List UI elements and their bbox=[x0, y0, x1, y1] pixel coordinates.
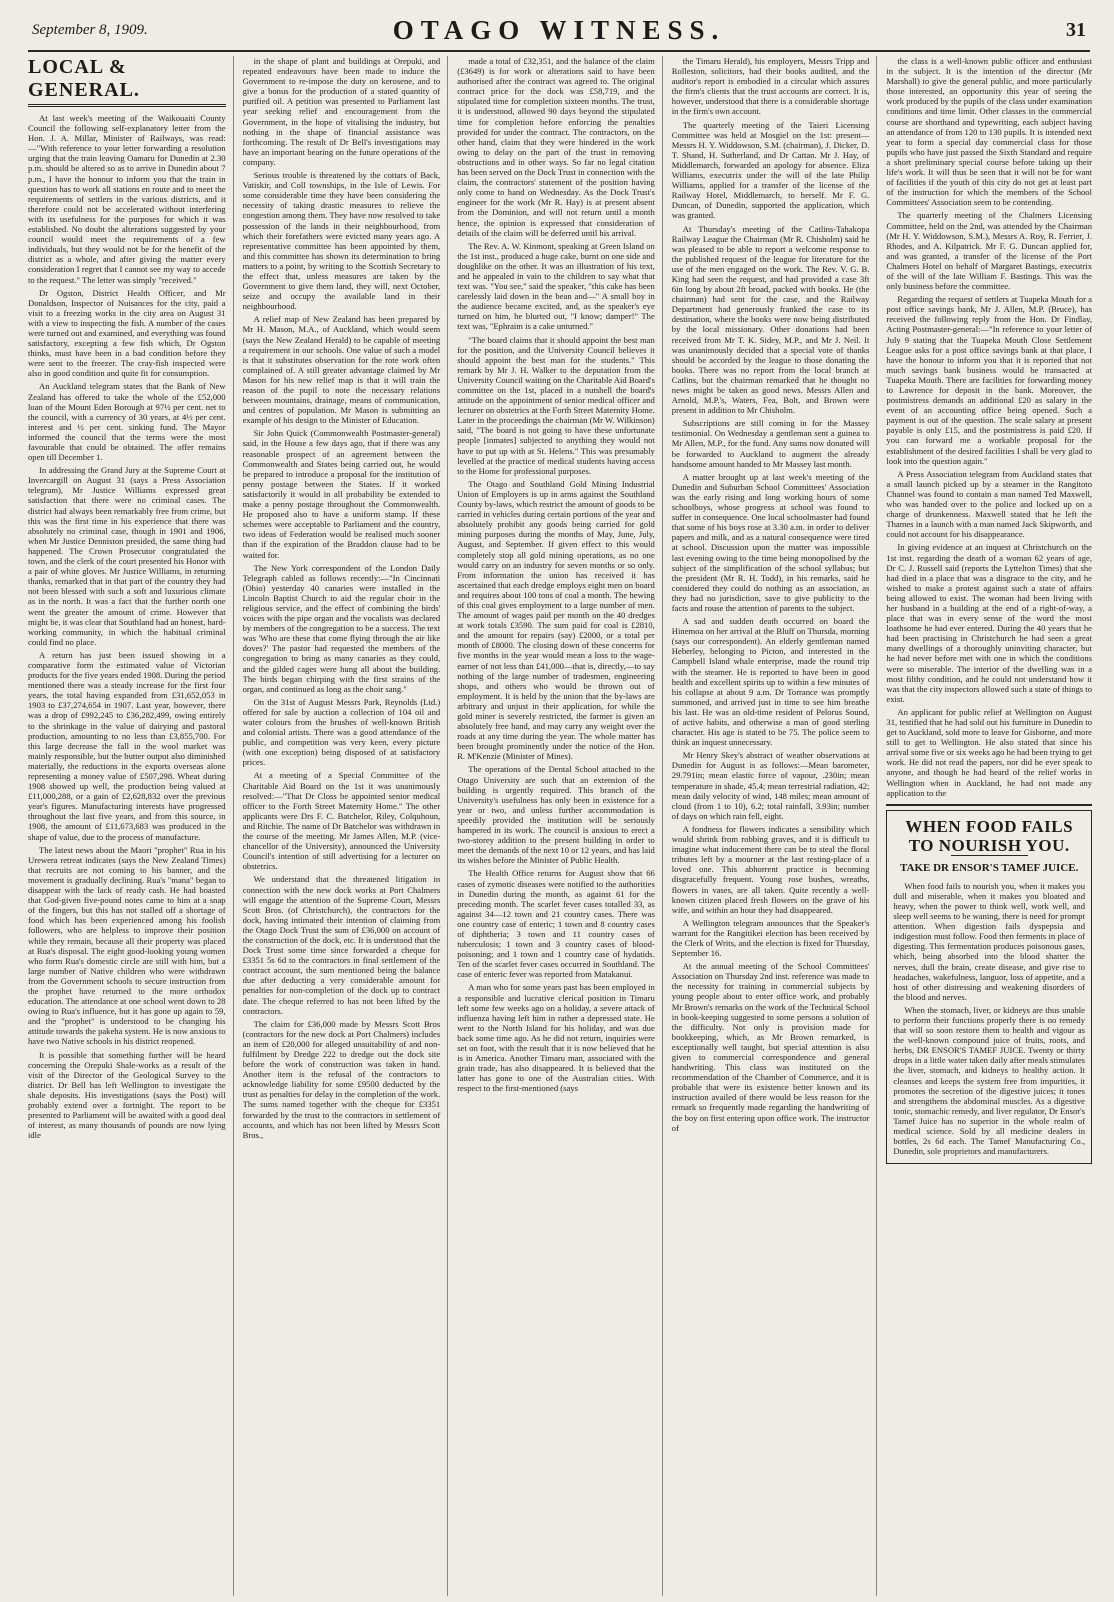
page-number: 31 bbox=[1065, 18, 1086, 41]
news-paragraph: the Timaru Herald), his employers, Messrs Tripp and Rolleston, solicitors, had their books audited, and the auditor's report is embodied in a circular which assures the firm's clients that the trust accounts are correct. It is, however, understood that there is a considerable shortage in the firm's own account. bbox=[671, 56, 870, 117]
news-paragraph: On the 31st of August Messrs Park, Reynolds (Ltd.) offered for sale by auction a collection of 104 oil and water colours from the brushes of well-known British and colonial artists. There was a good attendance of the public, and competition was very keen, every picture (with one exception) being disposed of at satisfactory prices. bbox=[242, 696, 441, 768]
news-paragraph: At last week's meeting of the Waikouaiti County Council the following self-explanatory letter from the Hon. J. A. Millar, Minister of Railways, was read:—"With reference to your letter forwarding a resolution urging that the train leaving Oamaru for Dunedin at 2.30 p.m. should be altered so as to arrive in Dunedin about 7 p.m., I have the honour to inform you that the train in question has to work all stations en route and to meet the requirements of settlers in the various districts, and it therefore could not be accelerated without interfering with its usefulness for the purposes for which it was established. No doubt the alterations suggested by your council would meet the requirements of a few individuals, but they would not be for the benefit of the district as a whole, and after giving the matter every consideration I regret that I cannot see my way to accede to the request." The letter was simply "received." bbox=[28, 113, 226, 285]
news-paragraph: At a meeting of a Special Committee of the Charitable Aid Board on the 1st it was unanimously resolved:—"That Dr Closs be appointed senior medical officer to the Forth Street Maternity Home." The other applicants were Drs F. C. Batchelor, Riley, Colquhoun, and Ritchie. The name of Dr Batchelor was withdrawn in the course of the meeting. Mr James Allen, M.P. (vice-chancellor of the University), announced the University Council's intention of still advertising for a lecturer on obstetrics. bbox=[242, 770, 441, 872]
news-paragraph: We understand that the threatened litigation in connection with the new dock works at Port Chalmers will engage the attention of the Supreme Court, Messrs Scott Bros. (of Christchurch), the contractors for the dock, having intimated their intention of claiming from the Otago Dock Trust the sum of £36,000 on account of the construction of the dock, etc. It is understood that the Dock Trust some time since forwarded a cheque for £3351 5s 6d to the contractors in final settlement of the contract account, the sum mentioned being the balance due after deducting a very considerable amount for penalties for non-completion of the dock up to contract date. The cheque referred to has not been lifted by the contractors. bbox=[242, 874, 441, 1016]
news-paragraph: Sir John Quick (Commonwealth Postmaster-general) said, in the House a few days ago, that if there was any reasonable prospect of an agreement between the Commonwealth and States being carried out, he would be prepared to introduce a proposal for the institution of penny postage between the States. If it worked satisfactorily it would in all probability be extended to make a penny postage throughout the Commonwealth. He proposed also to have a uniform stamp. If these schemes were acceptable to Parliament and the country, two ideas of Federation would be realised much sooner than if the expiration of the Braddon clause had to be waited for. bbox=[242, 428, 441, 560]
news-paragraph: Regarding the request of settlers at Tuapeka Mouth for a post office savings bank, Mr J. Allen, M.P. (Bruce), has received the following reply from the Hon. Dr Findlay, Acting Postmaster-general:—"In reference to your letter of July 9 stating that the Tuapeka Mouth Close Settlement League asks for a post office savings bank at that place, I have the honour to inform you that it is reported that not much savings bank business would be transacted at Tuapeka Mouth. There are facilities for forwarding money to Lawrence for deposit in the bank. Moreover, the postmistress demands an additional £20 as salary in the event of an accounting office being opened. Such a payment is out of the question. The scale salary at present payable is only £15, and the postmistress is paid £20. If you can forward me a workable proposal for the establishment of the desired facilities I shall be very glad to look into the question again." bbox=[886, 294, 1092, 466]
news-paragraph: Dr Ogston, District Health Officer, and Mr Donaldson, Inspector of Nuisances for the city, paid a visit to a freezing works in the city area on August 31 with a view to inspecting the fish. A number of the cases were turned out and examined, and everything was found satisfactory, excepting a few fish which, Dr Ogston thinks, must have been in a bad condition before they were sent to the freezer. The cray-fish inspected were also in good condition and quite fit for consumption. bbox=[28, 287, 226, 379]
advert-divider bbox=[886, 804, 1092, 806]
news-paragraph: The quarterly meeting of the Chalmers Licensing Committee, held on the 2nd, was attended by the Chairman (Mr H. Y. Widdowson, S.M.), Messrs A. Roy, R. Ferrier, J. Rhodes, and A. Kilpatrick. Mr F. G. Duncan applied for, and was granted, a transfer of the license of the Port Chalmers Hotel on behalf of Margaret Bastings, executrix of the will of the late William F. Bastings. This was the only business before the committee. bbox=[886, 210, 1092, 292]
advert-subhead: TAKE DR ENSOR'S TAMEF JUICE. bbox=[900, 861, 1079, 874]
advert-paragraph: When the stomach, liver, or kidneys are thus unable to perform their functions properly there is no remedy that will so soon restore them to health and vigour as the well-known compound juice of fruits, roots, and herbs, DR ENSOR'S TAMEF JUICE. Twenty or thirty drops in a little water taken daily after meals stimulates the liver, stomach, and kidneys to healthy action. It cleanses and keeps the system free from impurities, it promotes the secretion of the digestive juices; it tones and strengthens the abdominal muscles. As a digestive tonic, stomachic remedy, and liver regulator, Dr Ensor's Tamef Juice has no superior in the whole realm of medical science. Sold by all medicine dealers in bottles, 2s 6d each. The Tamef Manufacturing Co., Dunedin, sole proprietors and manufacturers. bbox=[893, 1004, 1085, 1157]
news-paragraph: An applicant for public relief at Wellington on August 31, testified that he had sold out his furniture in Dunedin to get to Auckland, sold more to leave for Gisborne, and more still to get to Wellington. He also stated that since his arrival some five or six weeks ago he had been trying to get work. He did not read the papers, nor did he ever speak to anyone, and though he had heard of the relief works in Wellington when in Auckland, he had not made any application to the bbox=[886, 706, 1092, 798]
news-paragraph: the class is a well-known public officer and enthusiast in the subject. It is the intention of the director (Mr Marshall) to give the general public, and more particularly those interested, an opportunity this year of seeing the work produced by the pupils of the class under examination conditions and time limit. Other classes in the commercial course are shorthand and typewriting, each subject having an attendance of from 120 to 130 pupils. It is intended next year to form a special day commercial class for those pupils who have just passed the Sixth Standard and require a short preliminary special course before taking up their life's work. It will thus be seen that it will not be for want of facilities if the youth of this city do not get at least part of the instruction for which the members of the School Committees' Association seem to be contending. bbox=[886, 56, 1092, 208]
news-paragraph: A relief map of New Zealand has been prepared by Mr H. Mason, M.A., of Auckland, which would seem (says the New Zealand Herald) to be capable of meeting a requirement in our schools. One value of such a model is that it substitutes observation for the rote work often complained of. A still greater advantage claimed by Mr Mason for his new relief map is that it will train the reason of the pupil to note the necessary relations between mountains, drainage, means of communication, and centres of population. Mr Mason is submitting an example of his design to the Minister of Education. bbox=[242, 314, 441, 426]
news-paragraph: A return has just been issued showing in a comparative form the estimated value of Victorian products for the five years ended 1908. During the period mentioned there was a steady increase for the first four years, the total having expanded from £31,652,053 in 1903 to £37,274,654 in 1907. Last year, however, there was a drop of £992,245 to £36,282,499, owing entirely to the shrinkage in the value of dairying and pastoral production, amounting to no less than £3,855,700. For this large decrease the fall in the wool market was mainly responsible, but the butter output also diminished materially, the reductions in the exports overseas alone representing a money value of £507,298. Wheat during 1908 showed up well, the production being valued at £11,000,288, or a gain of £2,628,832 over the previous year's figures. Manufacturing interests have progressed throughout the last five years, and from this source, in 1908, the amount of £11,673,683 was produced in the shape of value, due to the process of manufacture. bbox=[28, 649, 226, 842]
news-paragraph: A Press Association telegram from Auckland states that a small launch picked up by a steamer in the Rangitoto Channel was found to contain a man named Ted Maxwell, who was handed over to the police and locked up on a charge of drunkenness. Maxwell stated that he left the Thames in a launch with a man named Jack Skipworth, and could not account for his disappearance. bbox=[886, 468, 1092, 540]
news-paragraph: A sad and sudden death occurred on board the Hinemoa on her arrival at the Bluff on Thursda, morning (says our correspondent). An elderly gentleman named Heberley, belonging to Picton, and interested in the Campbell Island whale enterprise, made the round trip with the steamer. He is reported to have been in good health and excellent spirits up to within a few minutes of his collapse at about 9 a.m. Dr Torrance was promptly summoned, and arrived just in time to see him breathe his last. He was an old-time resident of Pelorus Sound, of active habits, and otherwise a man of good sterling character. His age is stated to be 75. The police seem to think an inquest unnecessary. bbox=[671, 616, 870, 748]
section-heading: LOCAL & GENERAL. bbox=[28, 56, 226, 107]
news-paragraph: in the shape of plant and buildings at Orepuki, and repeated endeavours have been made to induce the Government to re-impose the duty on kerosene, and to give a bonus for the production of a stated quantity of purified oil. A petition was presented to Parliament last year seeking relief and encouragement from the Government, in the hope of vitalising the industry, but nothing in the shape of financial assistance was forthcoming. The result of Dr Bell's investigations may have an important bearing on the future operations of the company. bbox=[242, 56, 441, 167]
news-paragraph: "The board claims that it should appoint the best man for the position, and the University Council believes it should appoint the best man for the students." This remark by Mr J. H. Walker to the deputation from the University Council waiting on the Charitable Aid Board's committee on the 1st, placed in a nutshell the board's attitude on the appointment of senior medical officer and lecturer on obstetrics at the Forth Street Maternity Home. Later in the proceedings the chairman (Mr W. Wilkinson) said, "The board is not going to have these unfortunate people [inmates] subjected to anything they would not have to put up with at St. Helens." This was presumably levelled at the practice of medical students having access to the Home for professional purposes. bbox=[457, 334, 655, 476]
news-paragraph: Subscriptions are still coming in for the Massey testimonial. On Wednesday a gentleman sent a guinea to Mr Allen, M.P., for the fund. Any sums now donated will be forwarded to Auckland to augment the already handsome amount handed to Mr Massey last month. bbox=[671, 418, 870, 469]
news-paragraph: An Auckland telegram states that the Bank of New Zealand has offered to take the whole of the £52,000 loan of the Mount Eden Borough at 97½ per cent. net to the council, with a currency of 30 years, at 4½ per cent. interest and ½ per cent. sinking fund. The Mayor informed the council that the terms were the most favourable that could be obtained. The offer remains open till December 1. bbox=[28, 381, 226, 463]
news-paragraph: A matter brought up at last week's meeting of the Dunedin and Suburban School Committees' Association was the early rising and long working hours of some schoolboys, whose progress at school was found to suffer in consequence. One local schoolmaster had found that some of his boys rose at 3.30 a.m. in order to deliver papers and milk, and as a natural consequence were tired at school. Discussion upon the matter was impossible last evening owing to the time being monopolised by the subject of the simplification of the school syllabus; but the president (Mr R. H. Todd), in his remarks, said he considered they could do nothing as an association, as they had no jurisdiction, save to give publicity to the facts and rouse the attention of parents to the subject. bbox=[671, 471, 870, 613]
news-paragraph: The Health Office returns for August show that 66 cases of zymotic diseases were notified to the authorities in Dunedin during the month, as against 61 for the preceding month. The scarlet fever cases totalled 33, as against 34—12 town and 21 country cases. There was one country case of enteric; 1 town and 8 country cases of diphtheria; 3 town and 11 country cases of tuberculosis; 1 town and 3 country cases of blood-poisoning; and 1 town and 1 country case of hydatids. Ten of the scarlet fever cases occurred in Southland. The case of enteric fever was reported from Matakanui. bbox=[457, 868, 655, 980]
news-paragraph: It is possible that something further will be heard concerning the Orepuki Shale-works as a result of the visit of the Director of the Geological Survey to the district. Dr Bell has left Wellington to investigate the shale deposits. His investigations (says the Post) will probably extend over a fortnight. The report to be presented to Parliament will be awaited with a good deal of interest, as many thousands of pounds are now lying idle bbox=[28, 1049, 226, 1141]
advert-headline: WHEN FOOD FAILS TO NOURISH YOU. bbox=[905, 816, 1074, 855]
news-paragraph: At Thursday's meeting of the Catlins-Tahakopa Railway League the Chairman (Mr R. Chisholm) said he was pleased to be able to report a welcome response to the published request of the league for literature for the use of the men engaged on the work. The Rev. V. G. B. King had seen the request, and had provided a case 3ft 6in long by about 2ft broad, packed with books. He (the chairman) had sent for the case, and the Railway Department had generously franked the case to its destination, where the books were now being distributed by the local missionary. Other donations had been received from Mr T. K. Sidey, M.P., and Mr J. Neil. It was unanimously decided that a special vote of thanks should be accorded by the league to those donating the books. There was no report from the local branch at Catlins, but the chairman remarked that he thought no news might be taken as good news. Messrs Allen and Arnold, M.P.'s, Waters, Fea, Bolt, and Brown were present in addition to Mr Chisholm. bbox=[671, 223, 870, 416]
news-paragraph: The latest news about the Maori "prophet" Rua in his Urewera retreat indicates (says the New Zealand Times) that recruits are not coming to his banner, and the movement is gradually declining. Rua's "mana" began to disappear with the lack of ready cash. He had boasted that God-given five-pound notes came to him at a snap of the fingers, but this has not stalled off a shortage of food which has been experienced among his foolish followers, who are helpless to improve their position while they remain, because all their property was placed at Rua's disposal. The eight good-looking young women who form Rua's domestic circle are still with him, but a large number of Native children who were withdrawn from the Government schools to secure instruction from the prophet have returned to the more orthodox education. The attendance at one school went down to 28 owing to Rua's influence, but it has gone up again to 59, and the "prophet" is understood to be changing his attitude towards the pakeha system. He is now anxious to have two Native schools in his district reopened. bbox=[28, 844, 226, 1047]
advert-rule bbox=[951, 855, 1028, 856]
masthead bbox=[28, 10, 1090, 52]
column-5 bbox=[886, 56, 1092, 1596]
news-paragraph: made a total of £32,351, and the balance of the claim (£3649) is for work or alterations said to have been authorised after the contract was agreed to. The original contract price for the dock was £58,719, and the stipulated time for completion sixteen months. The trust, it is understood, allowed 90 days beyond the stipulated time for completion before enforcing the penalties provided for under the contract. The contractors, on the other hand, claim that they were hindered in the work owing to delay on the part of the trust in removing obstructions and in other ways. So far no legal citation has been served on the Dock Trust in connection with the claim, the contractors' statement of the position having only come to hand on Wednesday. As the Dock Trust's engineer for the work (Mr R. Hay) is at present absent from the Dominion, and will not return until a month hence, the opinion is expressed that consideration of details of the claim will be deferred until his arrival. bbox=[457, 56, 655, 238]
column-1 bbox=[28, 56, 234, 1596]
news-paragraph: A Wellington telegram announces that the Speaker's warrant for the Rangitikei election has been received by the Clerk of Writs, and the election is fixed for Thursday, September 16. bbox=[671, 917, 870, 959]
news-paragraph: In giving evidence at an inquest at Christchurch on the 1st inst. regarding the death of a woman 62 years of age, Dr C. J. Russell said (reports the Lyttelton Times) that she had died in a place that was a disgrace to the city, and he wished to make a protest against such a state of affairs being allowed to exist. The woman had been living with her husband in a building at the end of a right-of-way, a place that was in every sense of the word the most loathsome he had ever entered. During the 40 years that he had been practising in Christchurch he had seen a great many dwellings of a thoroughly uninviting character, but he had never before met with one in which the conditions were so miserable. The interior of the dwelling was in a most filthy condition, and he could not understand how it was that the city inspectors allowed such a state of things to exist. bbox=[886, 542, 1092, 704]
column-2 bbox=[243, 56, 449, 1596]
column-3 bbox=[457, 56, 663, 1596]
advert-paragraph: When food fails to nourish you, when it makes you dull and miserable, when it makes you bloated and heavy, when the power to think well, work well, and sleep well seems to be waning, there is need for prompt attention. When digestion fails dyspepsia and indigestion must follow. Food then ferments in place of digesting. This fermentation produces poisonous gases, which, being absorbed into the blood shatter the nerves, dull the brain, create disease, and give rise to headaches, wakefulness, languor, loss of appetite, and a host of other distressing and weakening disorders of the blood and nerves. bbox=[893, 880, 1085, 1002]
news-paragraph: Mr Henry Skey's abstract of weather observations at Dunedin for August is as follows:—Mean barometer, 29.791in; mean elastic force of vapour, .230in; mean temperature in shade, 45.4; mean terrestrial radiation, 42; mean daily velocity of wind, 148 miles; mean amount of cloud (from 1 to 10), 6.2; total rainfall, 3.93in; number of days on which rain fell, eight. bbox=[671, 750, 870, 821]
newspaper-title: OTAGO WITNESS. bbox=[392, 14, 726, 45]
issue-date: September 8, 1909. bbox=[32, 21, 148, 38]
news-paragraph: The claim for £36,000 made by Messrs Scott Bros (contractors for the new dock at Port Chalmers) includes an item of £20,000 for alleged unsuitability of and non-fulfilment by Dredge 222 to dredge out the dock site before the work of construction was taken in hand. Another item is the refusal of the contractors to acknowledge liability for some £9500 deducted by the trust as penalties for delay in the completion of the work. The sums named together with the cheque for £3351 forwarded by the trust to the contractors in settlement of accounts, and which has not been lifted by Messrs Scott Bros., bbox=[242, 1018, 441, 1140]
news-paragraph: In addressing the Grand Jury at the Supreme Court at Invercargill on August 31 (says a Press Association telegram), Mr Justice Williams expressed great satisfaction that there were no criminal cases. The district had always been remarkably free from crime, but this was the first time in his experience that there was absolutely no criminal case, though in 1901 and 1906, when Mr Justice Denniston presided, the same thing had happened. The Crown Prosecutor congratulated the town, and the clerk of the court presented his Honor with a pair of white gloves. Mr Justice Williams, in returning thanks, remarked that in that part of the country they had not been blessed with such a soft and luxurious climate as in the north. It was a fact that the further north one went the greater the amount of crime. However that might be, it was clear that Southland had an honest, hard-working community, in which the habitual criminal could find no place. bbox=[28, 465, 226, 647]
news-paragraph: The Otago and Southland Gold Mining Industrial Union of Employers is up in arms against the Southland County by-laws, which restrict the amount of goods to be carried in vehicles during certain portions of the year and absolutely prohibit any goods being carried for gold mining purposes during the months of May, June, July, August, and September. If given effect to this would completely stop all gold mining operations, as no one would carry on an industry for seven months or so only. From information the union has received it has ascertained that each dredge employs eight men on board and requires about 100 tons of coal a month. The hewing of this coal gives employment to a large number of men. The amount of wages paid per month on the 40 dredges at work totals £3590. The sum paid for coal is £2810, and the amount for repairs (say) £2000, or a total per month of £8000. The closing down of these concerns for five months in the year would mean a loss to the wage-earner of not less than £41,000—that is, directly,—to say nothing of the large number of tradesmen, engineering shops, and others who would be thrown out of employment. It is held by the union that the by-laws are arbitrary and unjust in their application, for while the gold miner is severely restricted, the farmer is given an absolutely free hand, and may carry any weight over the roads at any time during the year. The whole matter has been brought prominently under the notice of the Hon. R. M'Kenzie (Minister of Mines). bbox=[457, 478, 655, 762]
article-columns bbox=[28, 56, 1092, 1596]
news-paragraph: Serious trouble is threatened by the cottars of Back, Vatiskir, and Coll townships, in the Isle of Lewis. For some considerable time they have been considering the necessity of taking drastic measures to relieve the congestion among them. They have now resolved to take possession of the lands in their neighbourhood, from which their forefathers were evicted many years ago. A representative committee has been appointed by them, and this committee has shown its determination to bring matters to a point, by writing to the Scottish Secretary to the effect that, unless measures are taken by the Government to give them land, they will, next October, seize and occupy the available land in their neighbourhood. bbox=[242, 170, 441, 312]
column-4 bbox=[672, 56, 878, 1596]
news-paragraph: The Rev. A. W. Kinmont, speaking at Green Island on the 1st inst., produced a huge cake, burnt on one side and doughlike on the other. It was an illustration of his text, and he appealed in vain to the children to say what that text was. "You see," said the speaker, "this cake has been carelessly laid down in the bean and—" A small boy in the audience became excited, and, as the speaker's eye turned on him, he blurted out, "I know; damper!" The text was, "Ephraim is a cake unturned." bbox=[457, 240, 655, 332]
advertisement bbox=[886, 810, 1092, 1165]
news-paragraph: A fondness for flowers indicates a sensibility which would shrink from robbing graves, and it is difficult to imagine what inducement there can be to steal the floral tributes left by a mourner at the last resting-place of a loved one. This abhorrent practice is becoming disgracefully frequent. Young rose bushes, wreaths, flowers in vases, are all taken. Quite recently a well-known citizen placed fresh flowers on the grave of his wife, and within an hour they had disappeared. bbox=[671, 823, 870, 915]
news-paragraph: The quarterly meeting of the Taieri Licensing Committee was held at Mosgiel on the 1st: present—Messrs H. Y. Widdowson, S.M. (chairman), J. Dicker, D. T. Shand, H. Sutherland, and Dr Cattan. Mr J. Hay, of Middlemarch, forwarded an apology for absence. Eliza Williams, executrix under the will of the late Philip Williams, applied for a transfer of the license of the Railway Hotel, Middlemarch, to herself. Mr F. G. Duncan, of Dunedin, supported the application, which was granted. bbox=[671, 119, 870, 221]
news-paragraph: At the annual meeting of the School Committees' Association on Thursday 2nd inst. reference was made to the necessity for training in commercial subjects by young people about to enter office work, and probably Mr Brown's remarks on the work of the Technical School in book-keeping suggested to some persons a solution of the difficulty. Not only is provision made for bookkeeping, which, as Mr Brown remarked, is exceptionally well taught, but special attention is also given to commercial correspondence and general handwriting. This class was instituted on the recommendation of the Chamber of Commerce, and it is probable that were its existence better known and its instruction availed of there would be less reason for the remark so frequently made regarding the handwriting of the boy on first entering upon office work. The instructor of bbox=[671, 961, 870, 1133]
news-paragraph: The New York correspondent of the London Daily Telegraph cabled as follows recently:—"In Cincinnati (Ohio) yesterday 40 canaries were installed in the Lincoln Baptist Church to aid the regular choir in the religious service, and the effect of combining the birds' voices with the pipe organ and the vocalists was declared by members of the congregation to be a success. The text was 'Who are these that come flying through the air like doves?' The pastor had requested the members of the congregation to bring as many canaries as they could, and the gilded cages were hung all about the building. The birds began chirping with the first strains of the organ, and continued as long as the choir sang." bbox=[242, 562, 441, 694]
news-paragraph: A man who for some years past has been employed in a responsible and lucrative clerical position in Timaru left some few weeks ago on a holiday, a severe attack of influenza having left him in rather a depressed state. He went to the North Island for his holiday, and was due back some time ago. As he did not return, inquiries were set on foot, with the result that it is now believed that he is in America. Another Timaru man, associated with the grain trade, has also disappeared. It is believed that the latter has gone to one of the Australian cities. With respect to the first-mentioned (says bbox=[457, 982, 655, 1094]
news-paragraph: The operations of the Dental School attached to the Otago University are such that an extension of the building is urgently required. This branch of the University's usefulness has only been in existence for a year or two, and unless further accommodation is speedily provided the institution will be seriously hampered in its work. The council is anxious to erect a two-storey addition to the present building in order to meet the demands of the next 10 or 12 years, and has laid its wishes before the Minister of Public Health. bbox=[457, 764, 655, 866]
